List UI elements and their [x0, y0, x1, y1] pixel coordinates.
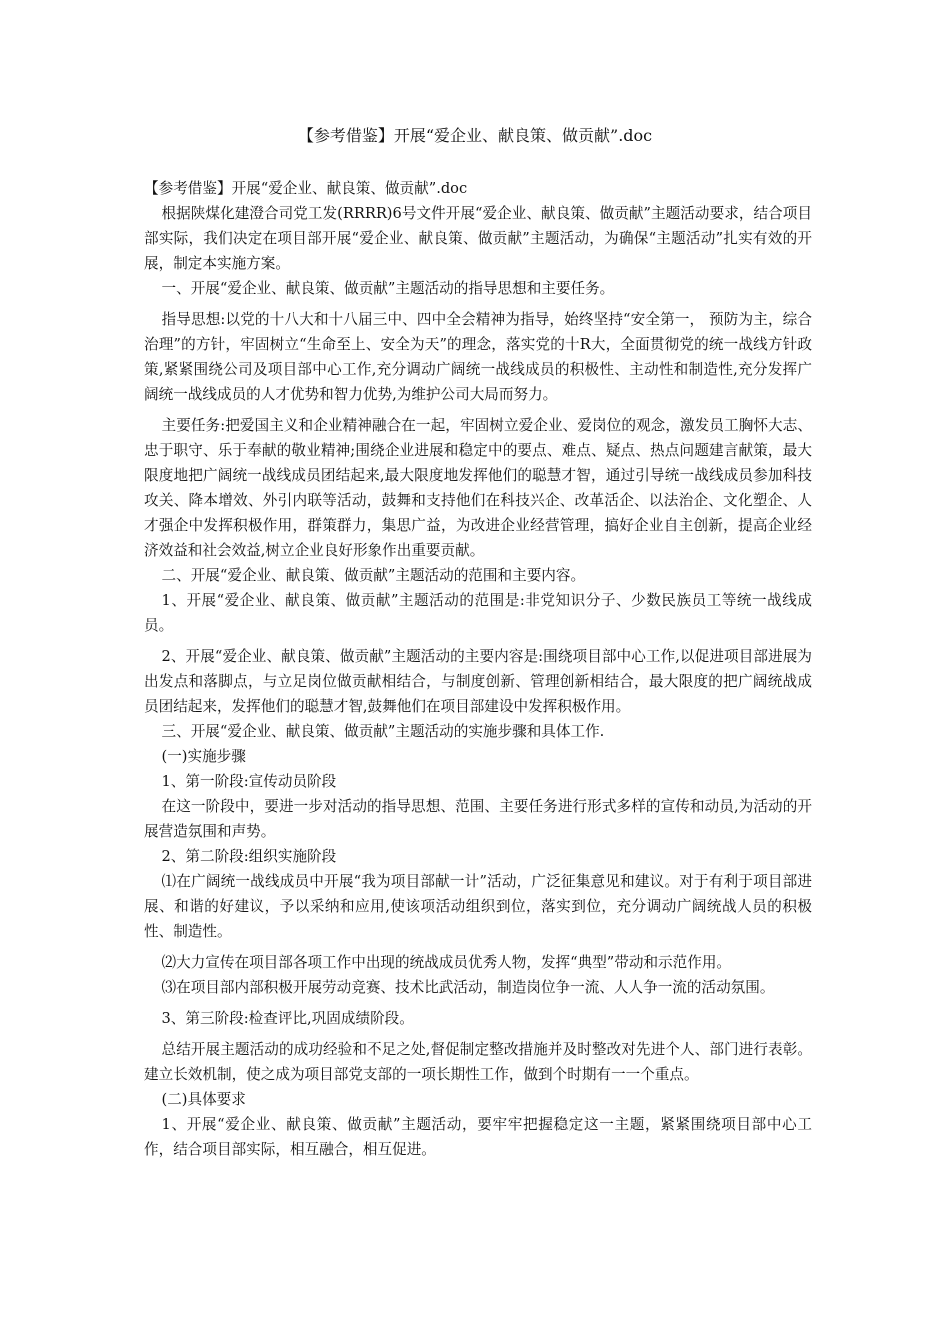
- paragraph-content: 2、开展“爱企业、献良策、做贡献”主题活动的主要内容是:围绕项目部中心工作,以促进项目部进展为出发点和落脚点，与立足岗位做贡献相结合，与制度创新、管理创新相结合，最大限度的把广阔统战成员团结起来，发挥他们的聪慧才智,鼓舞他们在项目部建设中发挥积极作用。: [144, 648, 812, 715]
- document-body: [144, 176, 812, 1162]
- document-title: 【参考借鉴】开展“爱企业、献良策、做贡献”.doc: [297, 126, 653, 145]
- stage-2-heading: 2、第二阶段:组织实施阶段: [161, 848, 337, 865]
- section-heading-2: 二、开展“爱企业、献良策、做贡献”主题活动的范围和主要内容。: [161, 567, 586, 584]
- paragraph-stage-2-item-3: ⑶在项目部内部积极开展劳动竞赛、技术比武活动，制造岗位争一流、人人争一流的活动氛围。: [161, 979, 775, 996]
- subheading-steps: (一)实施步骤: [161, 748, 246, 765]
- paragraph-main-tasks: 主要任务:把爱国主义和企业精神融合在一起，牢固树立爱企业、爱岗位的观念，激发员工胸怀大志、忠于职守、乐于奉献的敬业精神;围绕企业进展和稳定中的要点、难点、疑点、热点问题建言献策，最大限度地把广阔统一战线成员团结起来,最大限度地发挥他们的聪慧才智，通过引导统一战线成员参加科技攻关、降本增效、外引内联等活动，鼓舞和支持他们在科技兴企、改革活企、以法治企、文化塑企、人才强企中发挥积极作用，群策群力，集思广益，为改进企业经营管理，搞好企业自主创新，提高企业经济效益和社会效益,树立企业良好形象作出重要贡献。: [144, 417, 812, 559]
- paragraph-intro: 根据陕煤化建澄合司党工发(RRRR)6号文件开展“爱企业、献良策、做贡献”主题活动要求，结合项目部实际，我们决定在项目部开展“爱企业、献良策、做贡献”主题活动，为确保“主题活动”扎实有效的开展，制定本实施方案。: [144, 205, 812, 272]
- paragraph-stage-1: 在这一阶段中，要进一步对活动的指导思想、范围、主要任务进行形式多样的宣传和动员,为活动的开展营造氛围和声势。: [144, 798, 812, 840]
- paragraph-guiding-thought: 指导思想:以党的十八大和十八届三中、四中全会精神为指导，始终坚持“安全第一， 预防为主，综合治理”的方针，牢固树立“生命至上、安全为天”的理念，落实党的十R大，全面贯彻党的统一战线方针政策,紧紧围绕公司及项目部中心工作,充分调动广阔统一战线成员的积极性、主动性和制造性,充分发挥广阔统一战线成员的人才优势和智力优势,为维护公司大局而努力。: [144, 311, 812, 403]
- paragraph-heading-repeat: 【参考借鉴】开展“爱企业、献良策、做贡献”.doc: [144, 180, 468, 197]
- paragraph-stage-2-item-2: ⑵大力宣传在项目部各项工作中出现的统战成员优秀人物，发挥“典型”带动和示范作用。: [161, 954, 732, 971]
- subheading-requirements: (二)具体要求: [161, 1091, 246, 1108]
- stage-3-heading: 3、第三阶段:检查评比,巩固成绩阶段。: [161, 1010, 414, 1027]
- stage-1-heading: 1、第一阶段:宣传动员阶段: [161, 773, 337, 790]
- paragraph-requirement-1: 1、开展“爱企业、献良策、做贡献”主题活动，要牢牢把握稳定这一主题，紧紧围绕项目部中心工作，结合项目部实际，相互融合，相互促进。: [144, 1116, 812, 1158]
- section-heading-3: 三、开展“爱企业、献良策、做贡献”主题活动的实施步骤和具体工作.: [161, 723, 605, 740]
- paragraph-stage-3: 总结开展主题活动的成功经验和不足之处,督促制定整改措施并及时整改对先进个人、部门进行表彰。建立长效机制，使之成为项目部党支部的一项长期性工作，做到个时期有一一个重点。: [144, 1041, 812, 1083]
- section-heading-1: 一、开展“爱企业、献良策、做贡献”主题活动的指导思想和主要任务。: [161, 280, 615, 297]
- paragraph-stage-2-item-1: ⑴在广阔统一战线成员中开展“我为项目部献一计”活动，广泛征集意见和建议。对于有利于项目部进展、和谐的好建议，予以采纳和应用,使该项活动组织到位，落实到位，充分调动广阔统战人员的积极性、制造性。: [144, 873, 812, 940]
- paragraph-scope: 1、开展“爱企业、献良策、做贡献”主题活动的范围是:非党知识分子、少数民族员工等统一战线成员。: [144, 592, 812, 634]
